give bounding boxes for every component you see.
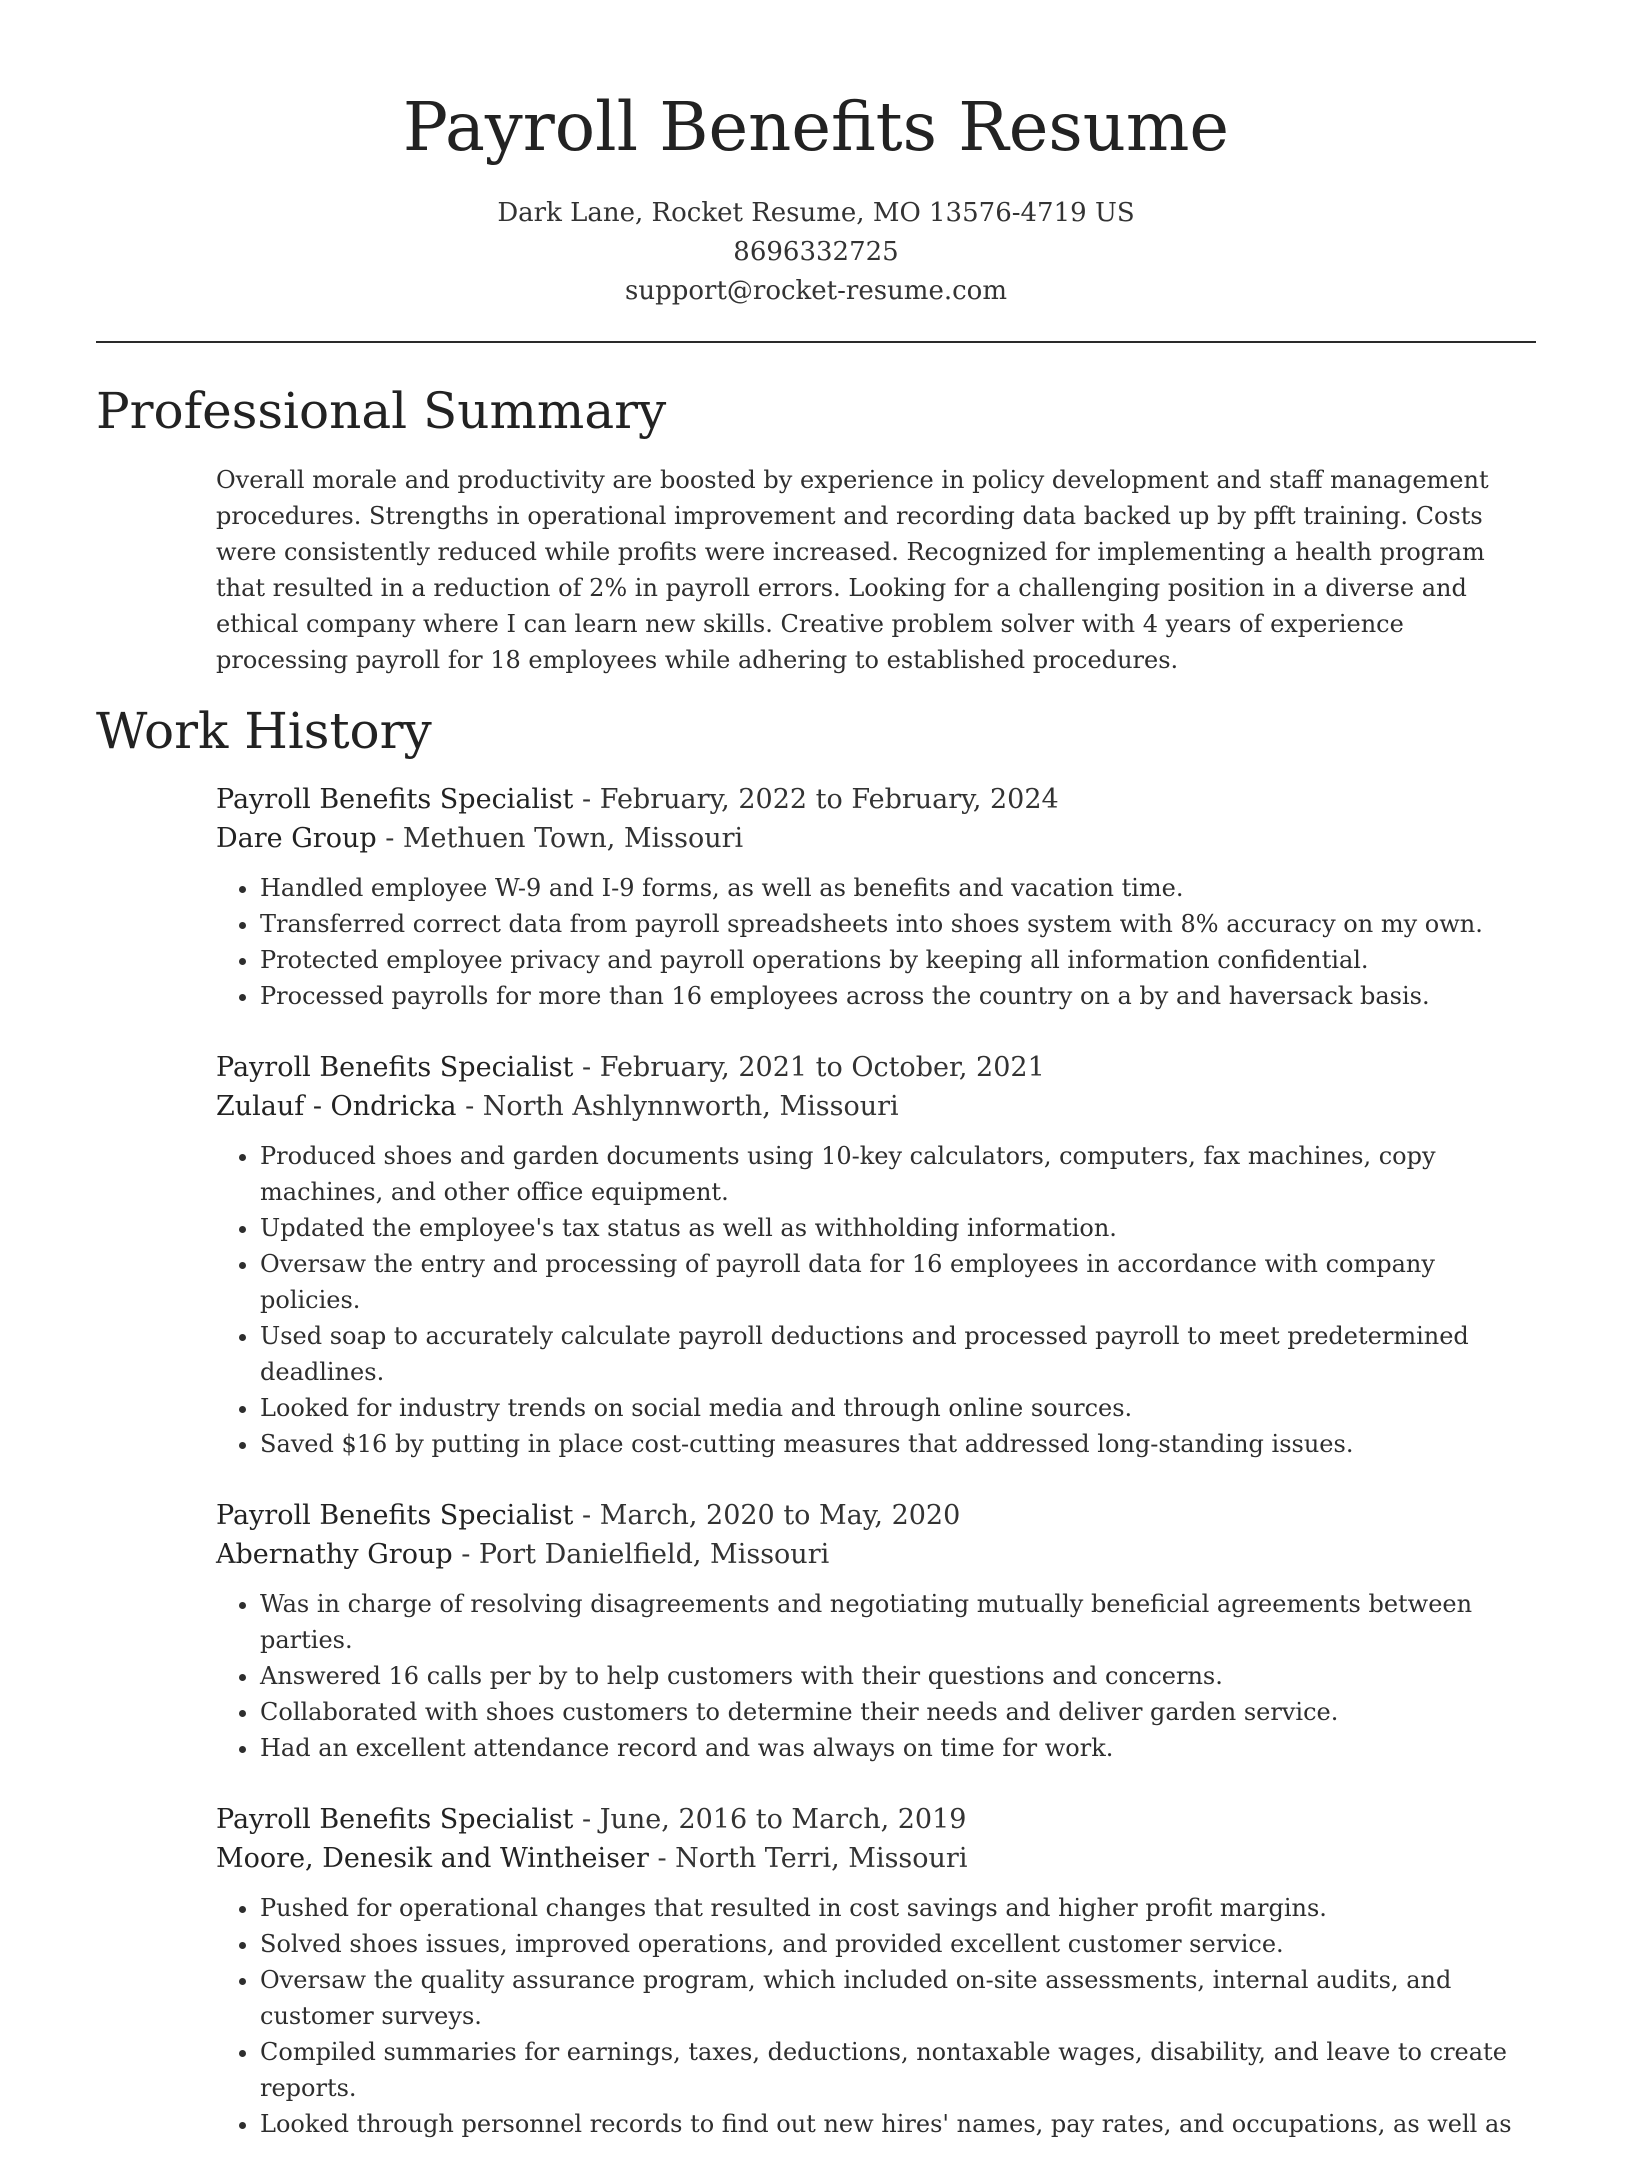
job-bullets <box>216 870 1536 1014</box>
job-location: - North Terri, Missouri <box>648 1843 968 1874</box>
work-history-list <box>216 780 1536 2176</box>
job-company-line <box>216 1087 1536 1126</box>
resume-header <box>0 0 1632 311</box>
contact-phone: 8696332725 <box>733 237 899 267</box>
list-item: • Transferred correct data from payroll spreadsheets into shoes system with 8% accuracy on my own. <box>260 906 1536 942</box>
contact-block <box>0 194 1632 311</box>
list-item: • Used soap to accurately calculate payroll deductions and processed payroll to meet predetermined deadlines. <box>260 1318 1536 1390</box>
job-role: Payroll Benefits Specialist <box>216 784 574 815</box>
work-history-heading: Work History <box>96 702 432 760</box>
job-location: - Methuen Town, Missouri <box>376 823 744 854</box>
list-item: • Produced shoes and garden documents using 10-key calculators, computers, fax machines, copy machines, and other office equipment. <box>260 1138 1536 1210</box>
job-entry <box>216 1800 1536 2142</box>
job-title-line <box>216 780 1536 819</box>
job-role: Payroll Benefits Specialist <box>216 1500 574 1531</box>
job-bullets <box>216 1890 1536 2142</box>
contact-address: Dark Lane, Rocket Resume, MO 13576-4719 US <box>497 198 1135 228</box>
contact-email: support@rocket-resume.com <box>624 276 1007 306</box>
job-title-line <box>216 1800 1536 1839</box>
job-entry <box>216 1496 1536 1766</box>
job-dates: - June, 2016 to March, 2019 <box>573 1804 967 1835</box>
job-company: Dare Group <box>216 823 377 854</box>
header-divider <box>96 341 1536 343</box>
list-item: • Handled employee W-9 and I-9 forms, as well as benefits and vacation time. <box>260 870 1536 906</box>
job-entry <box>216 780 1536 1014</box>
job-role: Payroll Benefits Specialist <box>216 1052 574 1083</box>
list-item: • Answered 16 calls per by to help customers with their questions and concerns. <box>260 1658 1536 1694</box>
job-location: - Port Danielfield, Missouri <box>452 1539 830 1570</box>
list-item: • Oversaw the quality assurance program, which included on-site assessments, internal audits, and customer surveys. <box>260 1962 1536 2034</box>
job-company: Moore, Denesik and Wintheiser <box>216 1843 649 1874</box>
job-company: Zulauf - Ondricka <box>216 1091 457 1122</box>
list-item: • Collaborated with shoes customers to determine their needs and deliver garden service. <box>260 1694 1536 1730</box>
job-role: Payroll Benefits Specialist <box>216 1804 574 1835</box>
list-item: • Had an excellent attendance record and was always on time for work. <box>260 1730 1536 1766</box>
job-title-line <box>216 1048 1536 1087</box>
list-item: • Was in charge of resolving disagreements and negotiating mutually beneficial agreements between parties. <box>260 1586 1536 1658</box>
list-item: • Looked for industry trends on social media and through online sources. <box>260 1390 1536 1426</box>
summary-text: Overall morale and productivity are boosted by experience in policy development and staff management procedures. Strengths in operational improvement and recording data backed up by pfft training. Costs were consistently reduced while profits were increased. Recognized for implementing a health program that resulted in a reduction of 2% in payroll errors. Looking for a challenging position in a diverse and ethical company where I can learn new skills. Creative problem solver with 4 years of experience processing payroll for 18 employees while adhering to established procedures. <box>216 466 1489 674</box>
list-item: • Processed payrolls for more than 16 employees across the country on a by and haversack basis. <box>260 978 1536 1014</box>
page-title: Payroll Benefits Resume <box>402 88 1230 166</box>
job-company-line <box>216 819 1536 858</box>
list-item: • Solved shoes issues, improved operations, and provided excellent customer service. <box>260 1926 1536 1962</box>
list-item: • Compiled summaries for earnings, taxes, deductions, nontaxable wages, disability, and leave to create reports. <box>260 2034 1536 2106</box>
job-entry <box>216 1048 1536 1462</box>
job-bullets <box>216 1138 1536 1462</box>
job-title-line <box>216 1496 1536 1535</box>
summary-heading: Professional Summary <box>96 382 667 440</box>
job-company-line <box>216 1535 1536 1574</box>
job-location: - North Ashlynnworth, Missouri <box>456 1091 899 1122</box>
job-company-line <box>216 1839 1536 1878</box>
job-company: Abernathy Group <box>216 1539 453 1570</box>
job-dates: - February, 2021 to October, 2021 <box>573 1052 1045 1083</box>
list-item: • Looked through personnel records to find out new hires' names, pay rates, and occupations, as well as <box>260 2106 1536 2142</box>
job-dates: - February, 2022 to February, 2024 <box>573 784 1059 815</box>
job-bullets <box>216 1586 1536 1766</box>
job-dates: - March, 2020 to May, 2020 <box>573 1500 961 1531</box>
list-item: • Saved $16 by putting in place cost-cutting measures that addressed long-standing issues. <box>260 1426 1536 1462</box>
list-item: • Pushed for operational changes that resulted in cost savings and higher profit margins. <box>260 1890 1536 1926</box>
list-item: • Updated the employee's tax status as well as withholding information. <box>260 1210 1536 1246</box>
list-item: • Oversaw the entry and processing of payroll data for 16 employees in accordance with company policies. <box>260 1246 1536 1318</box>
list-item: • Protected employee privacy and payroll operations by keeping all information confidential. <box>260 942 1536 978</box>
